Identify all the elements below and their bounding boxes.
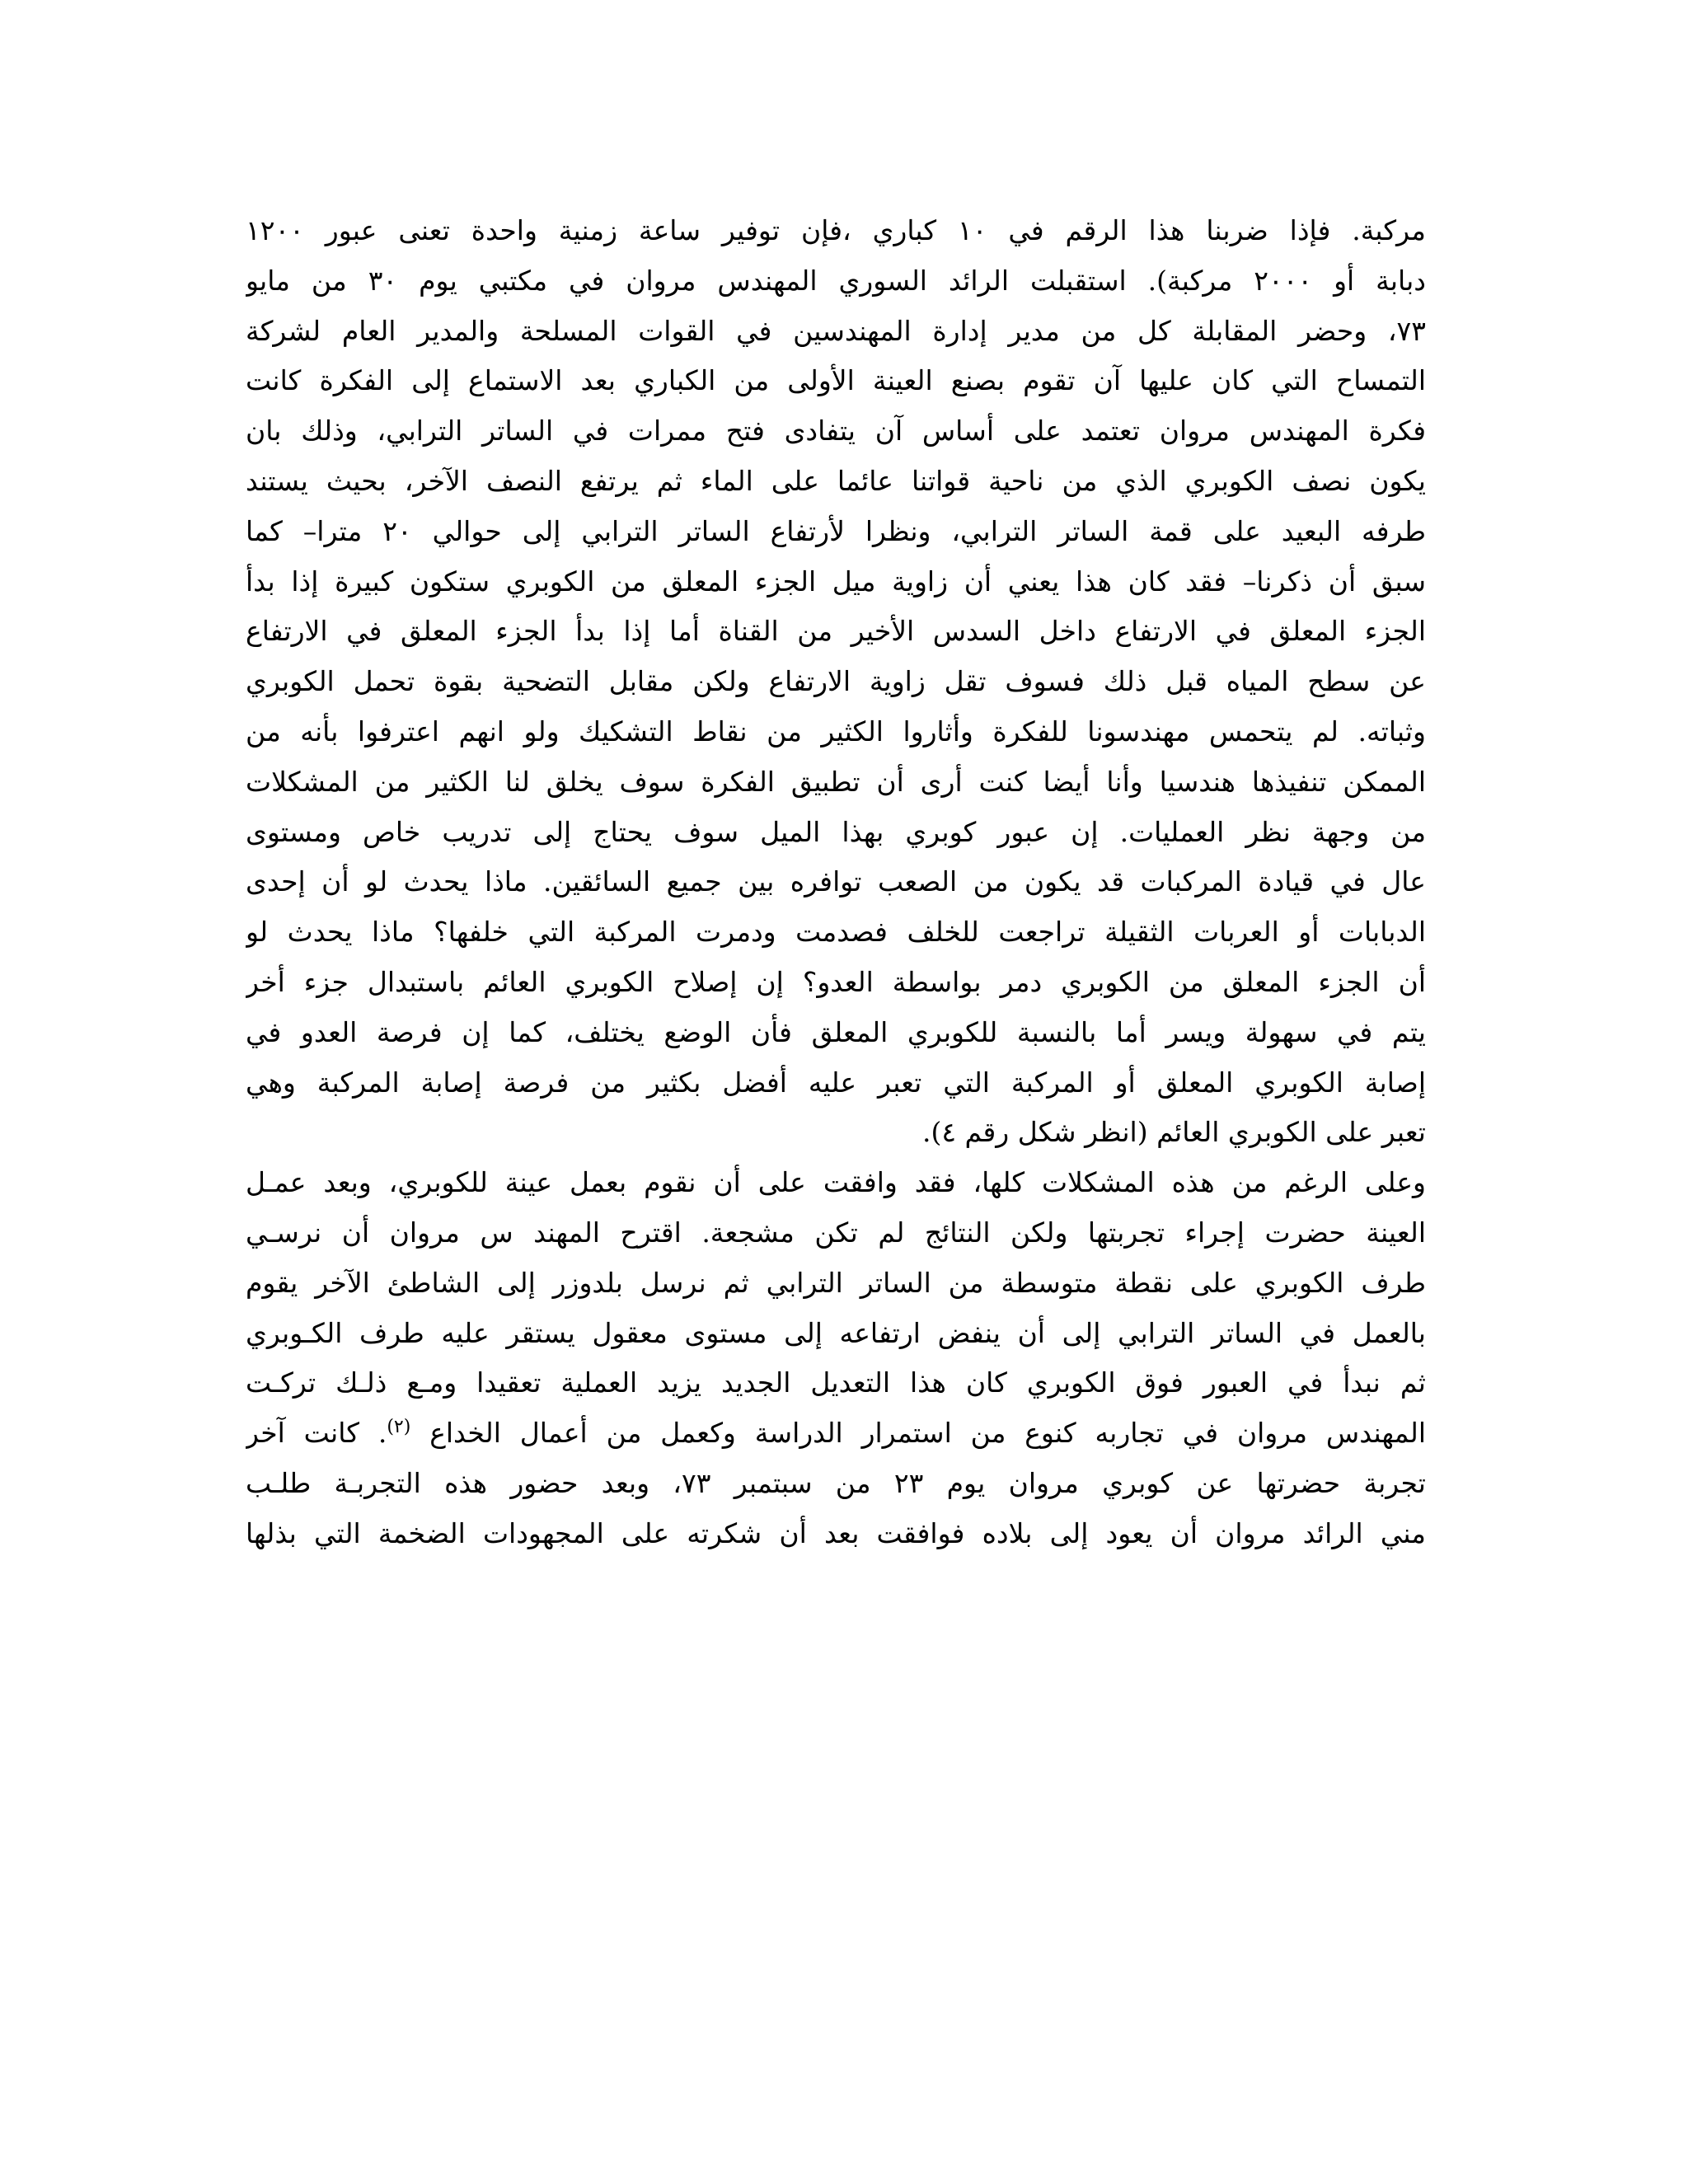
- text-line: يكون نصف الكوبري الذي من ناحية قواتنا عائما على الماء ثم يرتفع النصف الآخر، بحيث يستند: [246, 464, 1426, 497]
- text-line: الجزء المعلق في الارتفاع داخل السدس الأخير من القناة أما إذا بدأ الجزء المعلق في الارتفاع: [246, 615, 1426, 648]
- text-line: مني الرائد مروان أن يعود إلى بلاده فوافقت بعد أن شكرته على المجهودات الضخمة التي بذلها: [246, 1516, 1426, 1549]
- text-line: ٧٣، وحضر المقابلة كل من مدير إدارة المهندسين في القوات المسلحة والمدير العام لشركة: [246, 314, 1426, 347]
- text-line: من وجهة نظر العمليات. إن عبور كوبري بهذا الميل سوف يحتاج إلى تدريب خاص ومستوى: [246, 815, 1426, 848]
- text-line: دبابة أو ٢٠٠٠ مركبة). استقبلت الرائد السوري المهندس مروان في مكتبي يوم ٣٠ من مايو: [246, 264, 1426, 297]
- text-run: المهندس مروان في تجاربه كنوع من استمرار الدراسة وكعمل من أعمال الخداع: [429, 1417, 1426, 1450]
- text-line: الدبابات أو العربات الثقيلة تراجعت للخلف فصدمت ودمرت المركبة التي خلفها؟ ماذا يحدث لو: [246, 916, 1426, 949]
- text-line: عال في قيادة المركبات قد يكون من الصعب توافره بين جميع السائقين. ماذا يحدث لو أن إحدى: [246, 865, 1426, 898]
- text-line: أن الجزء المعلق من الكوبري دمر بواسطة العدو؟ إن إصلاح الكوبري العائم باستبدال جزء أخر: [246, 965, 1426, 998]
- text-line: مركبة. فإذا ضربنا هذا الرقم في ١٠ كباري ،فإن توفير ساعة زمنية واحدة تعنى عبور ١٢٠٠: [246, 214, 1426, 246]
- text-line: فكرة المهندس مروان تعتمد على أساس آن يتفادى فتح ممرات في الساتر الترابي، وذلك بان: [246, 415, 1426, 448]
- text-line: تعبر على الكوبري العائم (انظر شكل رقم ٤).: [921, 1116, 1426, 1149]
- text-line: طرفه البعيد على قمة الساتر الترابي، ونظرا لأرتفاع الساتر الترابي إلى حوالي ٢٠ مترا– كما: [246, 514, 1426, 547]
- text-line: عن سطح المياه قبل ذلك فسوف تقل زاوية الارتفاع ولكن مقابل التضحية بقوة تحمل الكوبري: [246, 665, 1426, 698]
- text-line: بالعمل في الساتر الترابي إلى أن ينفض ارتفاعه إلى مستوى معقول يستقر عليه طرف الكـوبري: [246, 1316, 1426, 1349]
- text-line: إصابة الكوبري المعلق أو المركبة التي تعبر عليه أفضل بكثير من فرصة إصابة المركبة وهي: [246, 1066, 1426, 1099]
- text-run: . كانت آخر: [246, 1417, 387, 1450]
- text-line: التمساح التي كان عليها آن تقوم بصنع العينة الأولى من الكباري بعد الاستماع إلى الفكرة كانت: [246, 364, 1426, 397]
- text-line: تجربة حضرتها عن كوبري مروان يوم ٢٣ من سبتمبر ٧٣، وبعد حضور هذه التجربـة طلـب: [246, 1466, 1426, 1499]
- footnote-reference: (٢): [387, 1417, 411, 1438]
- text-line: وثباته. لم يتحمس مهندسونا للفكرة وأثاروا الكثير من نقاط التشكيك ولو انهم اعترفوا بأنه من: [246, 715, 1426, 748]
- text-line: يتم في سهولة ويسر أما بالنسبة للكوبري المعلق فأن الوضع يختلف، كما إن فرصة العدو في: [246, 1015, 1426, 1048]
- document-body: [246, 206, 1426, 1559]
- text-line: الممكن تنفيذها هندسيا وأنا أيضا كنت أرى أن تطبيق الفكرة سوف يخلق لنا الكثير من المشكلات: [246, 765, 1426, 798]
- text-line: ثم نبدأ في العبور فوق الكوبري كان هذا التعديل الجديد يزيد العملية تعقيدا ومـع ذلـك تركـت: [246, 1366, 1426, 1399]
- text-line: العينة حضرت إجراء تجربتها ولكن النتائج لم تكن مشجعة. اقترح المهند س مروان أن نرسـي: [246, 1216, 1426, 1249]
- text-line-with-footnote: [246, 1408, 1426, 1459]
- text-line: طرف الكوبري على نقطة متوسطة من الساتر الترابي ثم نرسل بلدوزر إلى الشاطئ الآخر يقوم: [246, 1266, 1426, 1299]
- paragraph-1: [246, 206, 1426, 1158]
- text-line: وعلى الرغم من هذه المشكلات كلها، فقد وافقت على أن نقوم بعمل عينة للكوبري، وبعد عمـل: [246, 1166, 1426, 1199]
- paragraph-2: [246, 1158, 1426, 1558]
- text-line: سبق أن ذكرنا– فقد كان هذا يعني أن زاوية ميل الجزء المعلق من الكوبري ستكون كبيرة إذا بدأ: [246, 565, 1426, 598]
